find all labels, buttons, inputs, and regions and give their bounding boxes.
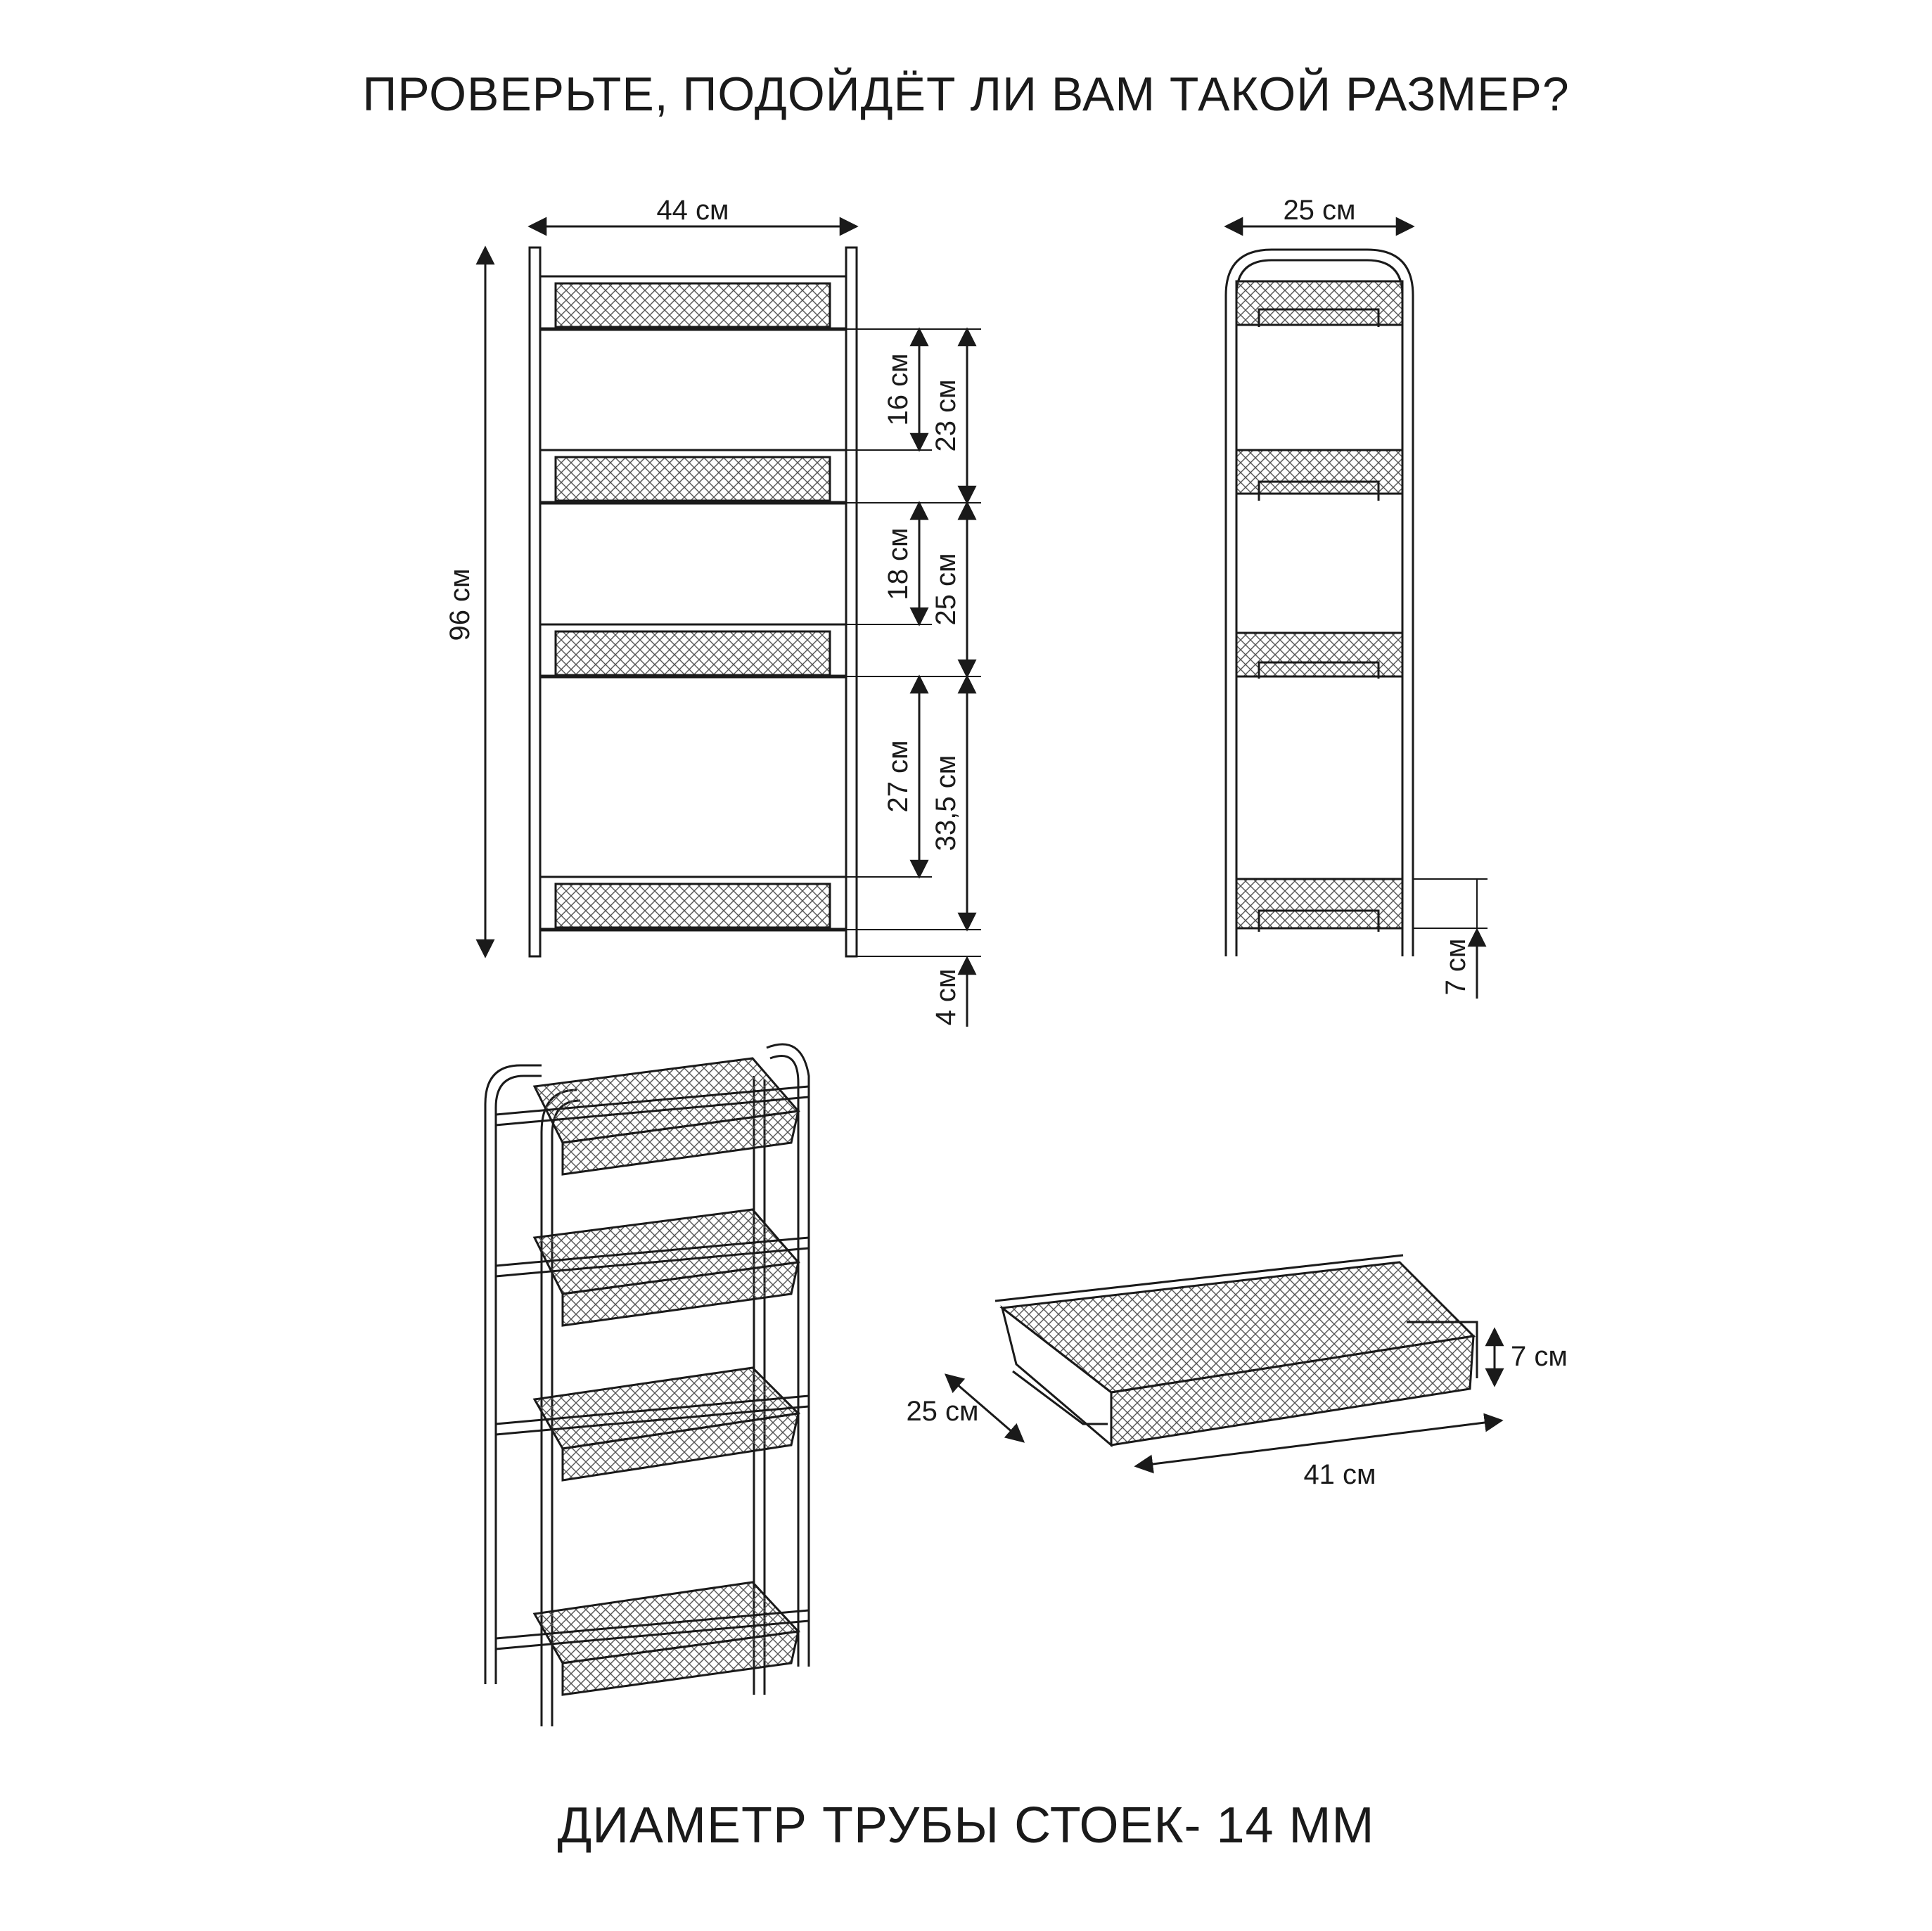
rack-basket <box>496 1210 809 1326</box>
side-basket <box>1236 450 1402 501</box>
height-label: 96 см <box>444 568 475 641</box>
side-basket <box>1236 879 1402 932</box>
rack-basket <box>496 1368 809 1480</box>
side-basket <box>1236 633 1402 679</box>
front-view <box>444 195 981 1027</box>
rack-left-frame <box>485 1065 542 1684</box>
basket-length-label: 41 см <box>1303 1459 1376 1490</box>
front-shelf <box>540 450 846 503</box>
side-frame-inner <box>1236 260 1402 956</box>
gap-label: 27 см <box>883 740 914 813</box>
footer-note: ДИАМЕТР ТРУБЫ СТОЕК- 14 ММ <box>557 1797 1375 1854</box>
clearance-label: 4 см <box>930 968 961 1026</box>
basket-depth-label: 25 см <box>906 1396 979 1427</box>
front-shelf <box>540 624 846 676</box>
pitch-label: 33,5 см <box>930 755 961 852</box>
width-label: 44 см <box>656 195 729 226</box>
side-view <box>1226 195 1488 999</box>
page-title: ПРОВЕРЬТЕ, ПОДОЙДЁТ ЛИ ВАМ ТАКОЙ РАЗМЕР? <box>362 68 1570 121</box>
depth-label: 25 см <box>1283 195 1356 226</box>
front-right-post <box>846 248 857 956</box>
front-shelf <box>540 276 846 329</box>
gap-label: 18 см <box>883 527 914 601</box>
rack-isometric <box>485 1044 809 1726</box>
front-left-post <box>530 248 540 956</box>
pitch-label: 23 см <box>930 379 961 452</box>
pitch-label: 25 см <box>930 553 961 626</box>
side-frame-outer <box>1226 250 1413 956</box>
rack-basket <box>496 1582 809 1695</box>
basket-height-label: 7 см <box>1511 1341 1568 1372</box>
basket-isometric <box>906 1255 1567 1490</box>
gap-label: 16 см <box>883 353 914 426</box>
front-shelf <box>540 877 846 930</box>
side-basket <box>1236 281 1402 327</box>
basket-height-label: 7 см <box>1440 938 1471 996</box>
